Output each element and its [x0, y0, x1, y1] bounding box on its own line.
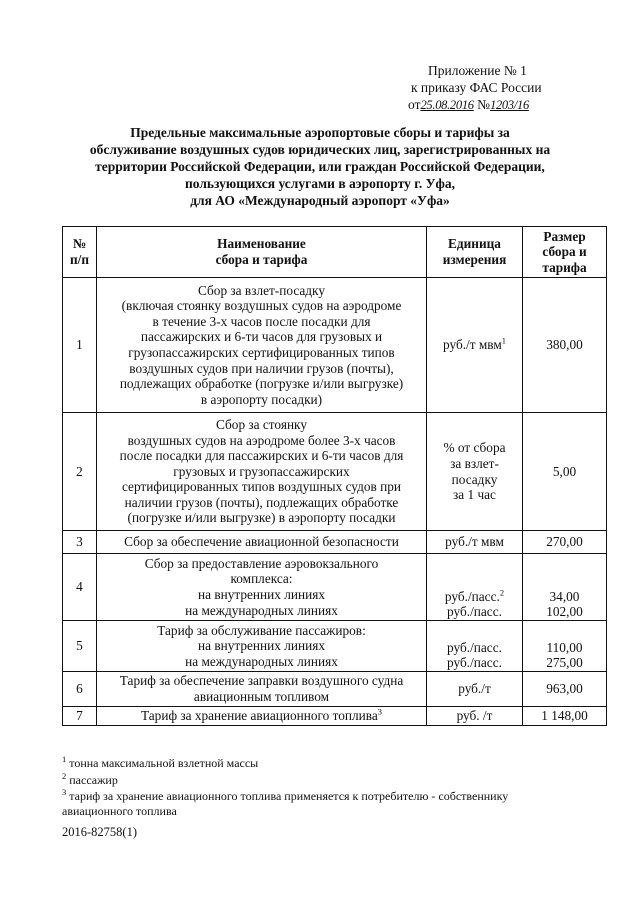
title-line: пользующихся услугами в аэропорту г. Уфа, [184, 176, 456, 191]
date-prefix: от [408, 97, 421, 112]
row-value: 34,00 102,00 [523, 554, 607, 621]
table-row [63, 672, 607, 707]
row-num: 1 [63, 278, 97, 413]
title-line: обслуживание воздушных судов юридических лиц, зарегистрированных на [89, 142, 551, 157]
appendix-block [408, 62, 608, 114]
footnote-1: $^1$ тонна максимальной взлетной массы [62, 754, 259, 770]
table-row [63, 278, 607, 413]
row-unit: руб./т мвм [427, 531, 523, 554]
row-name: Тариф за обслуживание пассажиров: на внутренних линиях на международных линиях [97, 621, 427, 672]
title-line: для АО «Международный аэропорт «Уфа» [190, 193, 450, 208]
row-unit: % от сбора за взлет- посадку за 1 час [427, 413, 523, 531]
row-name: Сбор за взлет-посадку (включая стоянку воздушных судов на аэродроме в течение 3-х часов после посадки для пассажирских и 6-ти часов для грузовых и грузопассажирских сертифицированных типов воздушных судов при наличии грузов (почты), подлежащих обработке (погрузке и/или выгрузке) в аэропорту посадки) [97, 278, 427, 413]
row-value: 110,00 275,00 [523, 621, 607, 672]
row-unit: руб. /т [427, 707, 523, 726]
row-unit: руб./т [427, 672, 523, 707]
row-name: Тариф за хранение авиационного топлива$^3$ [97, 707, 427, 726]
footnote-2: $^2$ пассажир [62, 770, 118, 787]
footnote-3: $^3$ тариф за хранение авиационного топлива применяется к потребителю - собственнику авиационного топлива [62, 787, 509, 818]
row-value: 380,00 [523, 278, 607, 413]
row-value: 5,00 [523, 413, 607, 531]
document-title [40, 124, 600, 209]
handwritten-date: 25.08.2016 [420, 98, 474, 112]
row-value: 270,00 [523, 531, 607, 554]
row-name: Тариф за обеспечение заправки воздушного судна авиационным топливом [97, 672, 427, 707]
handwritten-number: 1203/16 [490, 98, 529, 112]
appendix-order: к приказу ФАС России [411, 80, 542, 95]
tariff-table [62, 226, 607, 726]
header-name: Наименование сбора и тарифа [97, 227, 427, 278]
number-sign: № [477, 97, 491, 112]
table-header-row [63, 227, 607, 278]
row-num: 7 [63, 707, 97, 726]
row-value: 1 148,00 [523, 707, 607, 726]
table-row [63, 413, 607, 531]
row-value: 963,00 [523, 672, 607, 707]
table-row [63, 621, 607, 672]
row-name: Сбор за стоянку воздушных судов на аэродроме более 3-х часов после посадки для пассажирских и 6-ти часов для грузовых и грузопассажирских сертифицированных типов воздушных судов при наличии грузов (почты), подлежащих обработке (погрузке и/или выгрузке) в аэропорту посадки [97, 413, 427, 531]
row-num: 2 [63, 413, 97, 531]
title-line: территории Российской Федерации, или граждан Российской Федерации, [95, 159, 545, 174]
row-num: 5 [63, 621, 97, 672]
row-unit: руб./т мвм$^1$ [427, 278, 523, 413]
row-name: Сбор за обеспечение авиационной безопасности [97, 531, 427, 554]
document-number: 2016-82758(1) [62, 825, 137, 839]
header-unit: Единица измерения [427, 227, 523, 278]
row-num: 6 [63, 672, 97, 707]
title-line: Предельные максимальные аэропортовые сборы и тарифы за [130, 125, 510, 140]
table-row [63, 531, 607, 554]
table-row [63, 707, 607, 726]
table-row [63, 554, 607, 621]
header-num: № п/п [63, 227, 97, 278]
header-value: Размер сбора и тарифа [523, 227, 607, 278]
appendix-date-line [408, 96, 608, 114]
footnotes [62, 756, 602, 818]
row-unit: руб./пасс.$^2$ руб./пасс. [427, 554, 523, 621]
row-name: Сбор за предоставление аэровокзального комплекса: на внутренних линиях на международных линиях [97, 554, 427, 621]
row-unit: руб./пасс. руб./пасс. [427, 621, 523, 672]
row-num: 3 [63, 531, 97, 554]
row-num: 4 [63, 554, 97, 621]
appendix-title: Приложение № 1 [428, 63, 527, 78]
